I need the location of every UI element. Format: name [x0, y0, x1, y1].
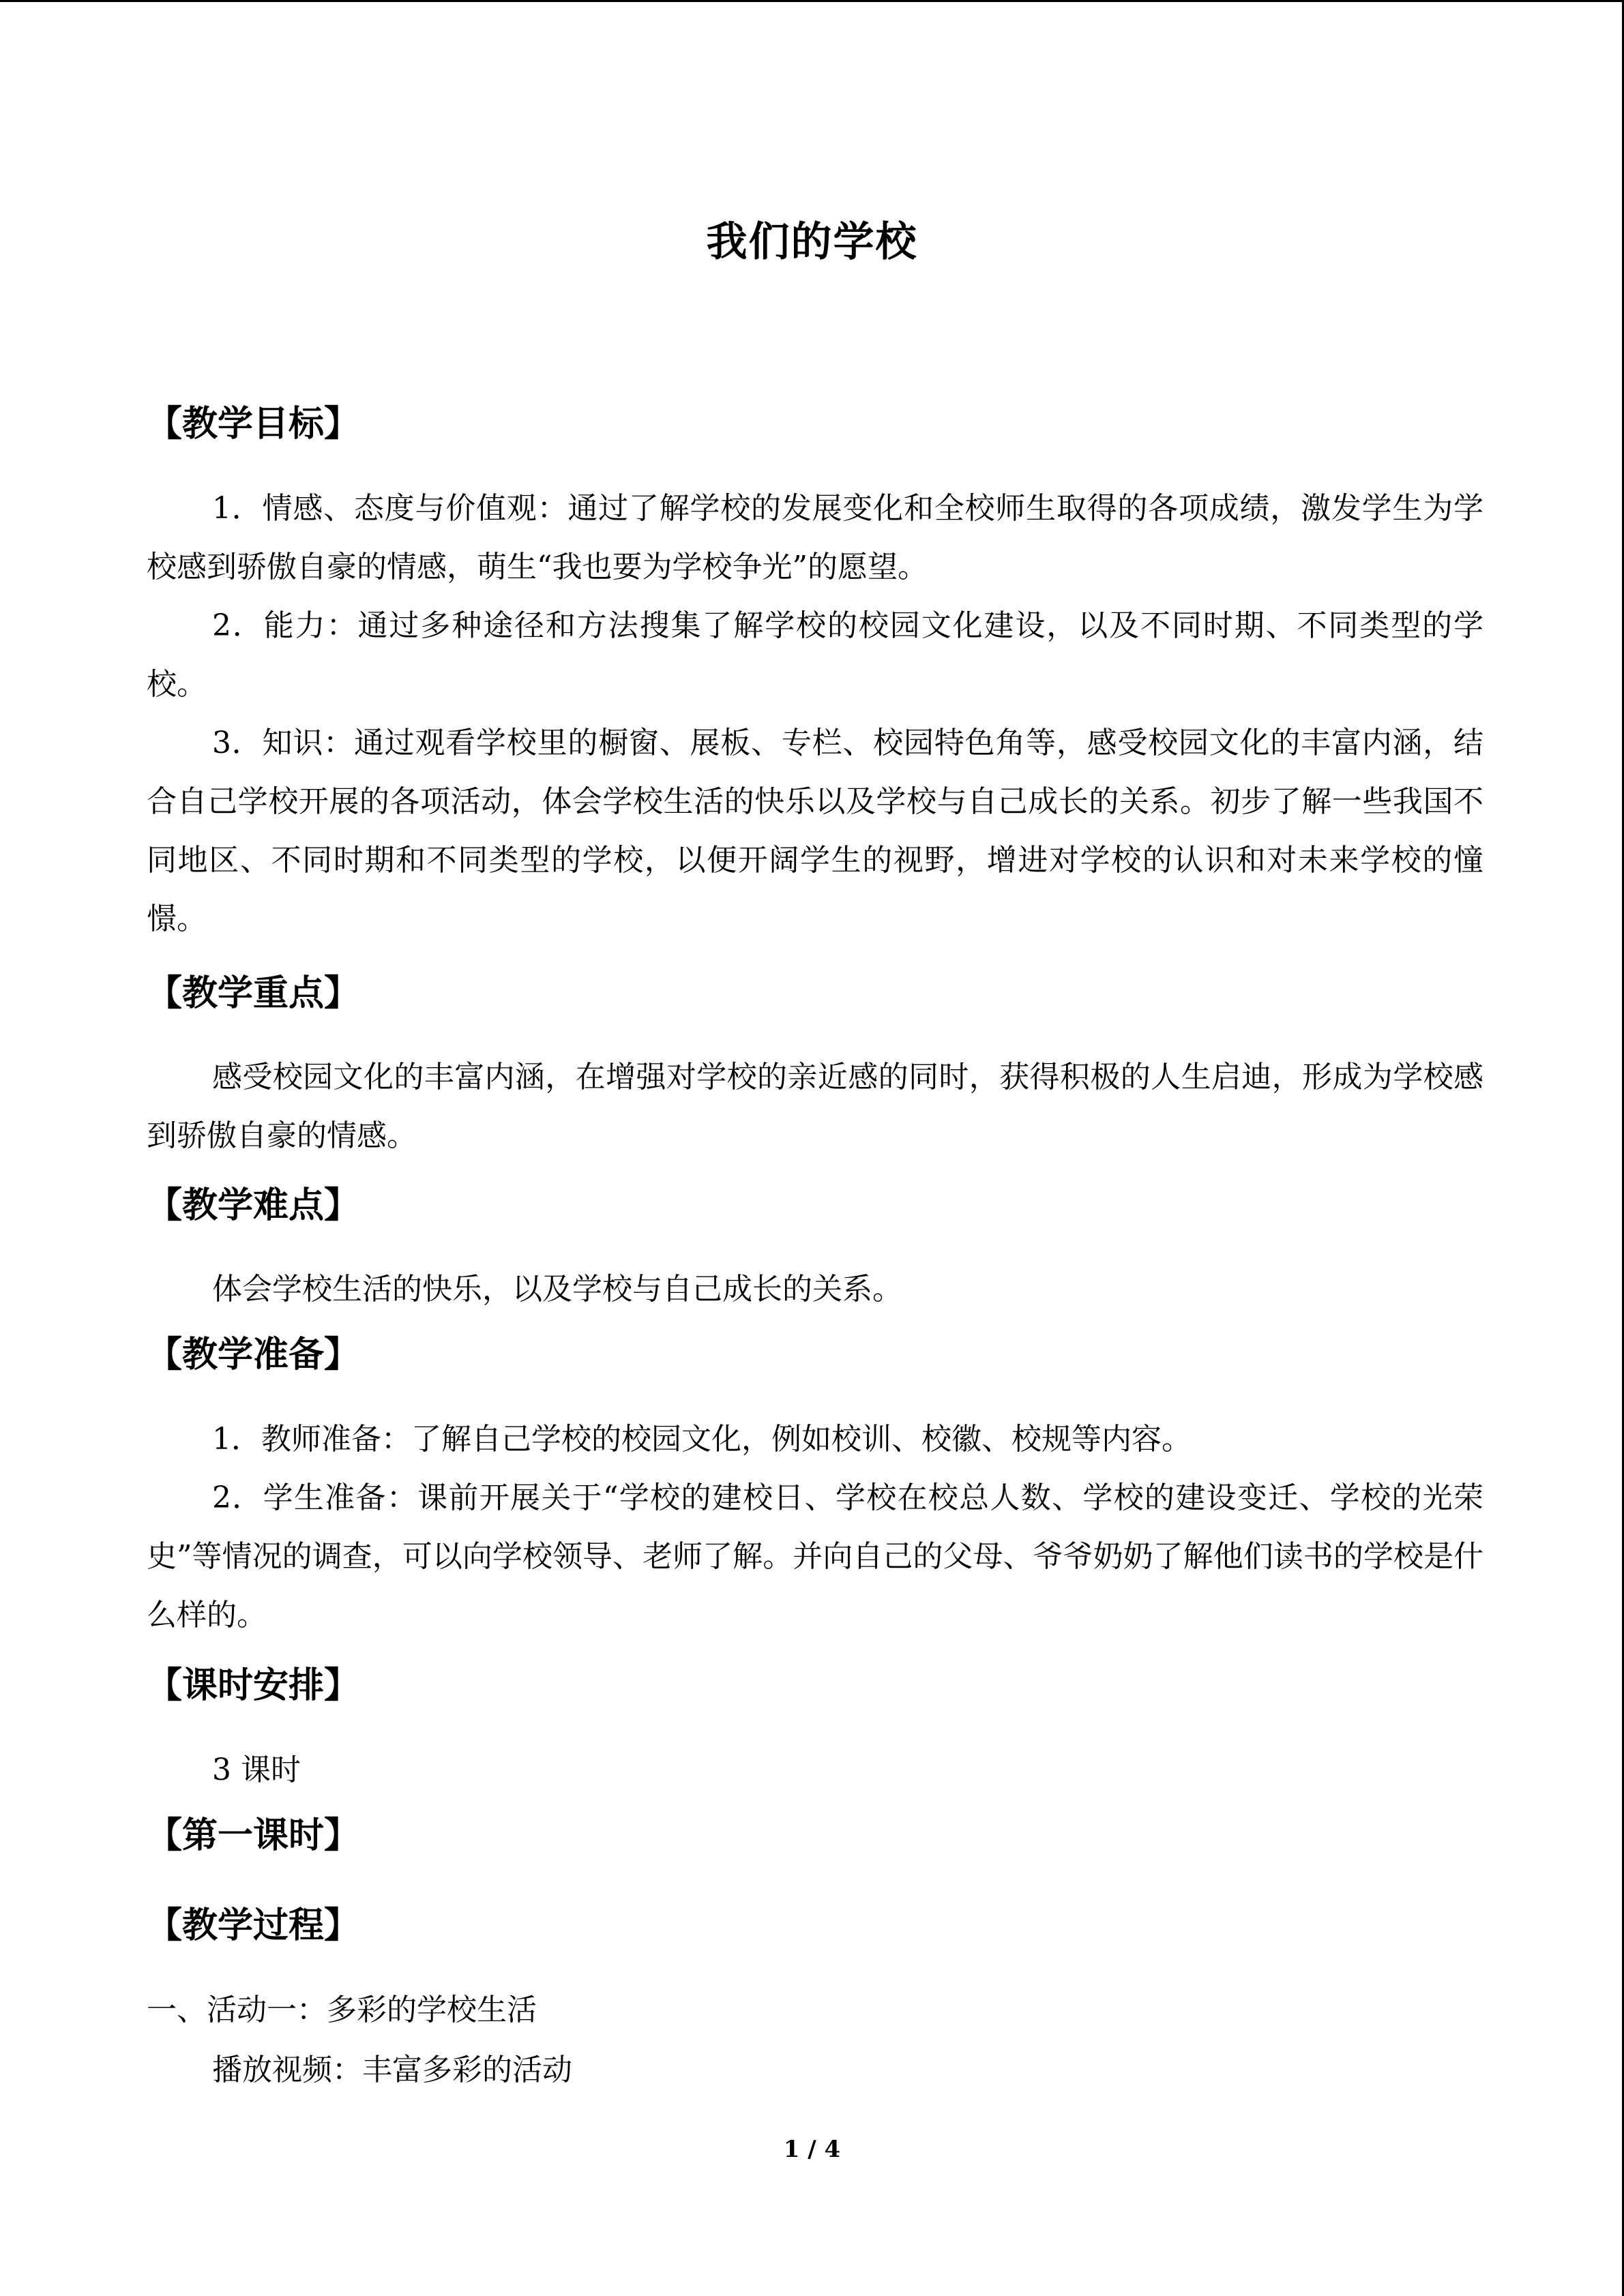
objective-item-3: 3．知识：通过观看学校里的橱窗、展板、专栏、校园特色角等，感受校园文化的丰富内涵，结合自己学校开展的各项活动，体会学校生活的快乐以及学校与自己成长的关系。初步了解一些我国不同地区、不同时期和不同类型的学校，以便开阔学生的视野，增进对学校的认识和对未来学校的憧憬。: [147, 726, 1483, 936]
schedule-text: 3 课时: [212, 1753, 301, 1787]
heading-preparation: 【教学准备】: [147, 1334, 360, 1375]
objective-item-2: 2．能力：通过多种途径和方法搜集了解学校的校园文化建设，以及不同时期、不同类型的学校。: [147, 608, 1483, 702]
heading-schedule: 【课时安排】: [147, 1665, 360, 1706]
heading-objectives: 【教学目标】: [147, 403, 360, 445]
heading-key-points: 【教学重点】: [147, 972, 360, 1014]
activity-text: 播放视频：丰富多彩的活动: [212, 2053, 572, 2087]
heading-process: 【教学过程】: [147, 1905, 360, 1946]
preparation-item-1: 1．教师准备：了解自己学校的校园文化，例如校训、校徽、校规等内容。: [212, 1422, 1192, 1457]
activity-title: 一、活动一：多彩的学校生活: [147, 1993, 537, 2027]
preparation-item-2: 2．学生准备：课前开展关于“学校的建校日、学校在校总人数、学校的建设变迁、学校的光荣史”等情况的调查，可以向学校领导、老师了解。并向自己的父母、爷爷奶奶了解他们读书的学校是什么样的。: [147, 1480, 1483, 1632]
heading-difficulties: 【教学难点】: [147, 1184, 360, 1226]
key-points-text: 感受校园文化的丰富内涵，在增强对学校的亲近感的同时，获得积极的人生启迪，形成为学校感到骄傲自豪的情感。: [147, 1060, 1483, 1153]
page-top-border: [0, 0, 1624, 2]
objective-item-1: 1．情感、态度与价值观：通过了解学校的发展变化和全校师生取得的各项成绩，激发学生为学校感到骄傲自豪的情感，萌生“我也要为学校争光”的愿望。: [147, 491, 1483, 584]
page-number: 1 / 4: [783, 2136, 841, 2163]
heading-first-lesson: 【第一课时】: [147, 1815, 360, 1856]
difficulties-text: 体会学校生活的快乐，以及学校与自己成长的关系。: [212, 1272, 902, 1307]
document-title: 我们的学校: [706, 218, 918, 266]
